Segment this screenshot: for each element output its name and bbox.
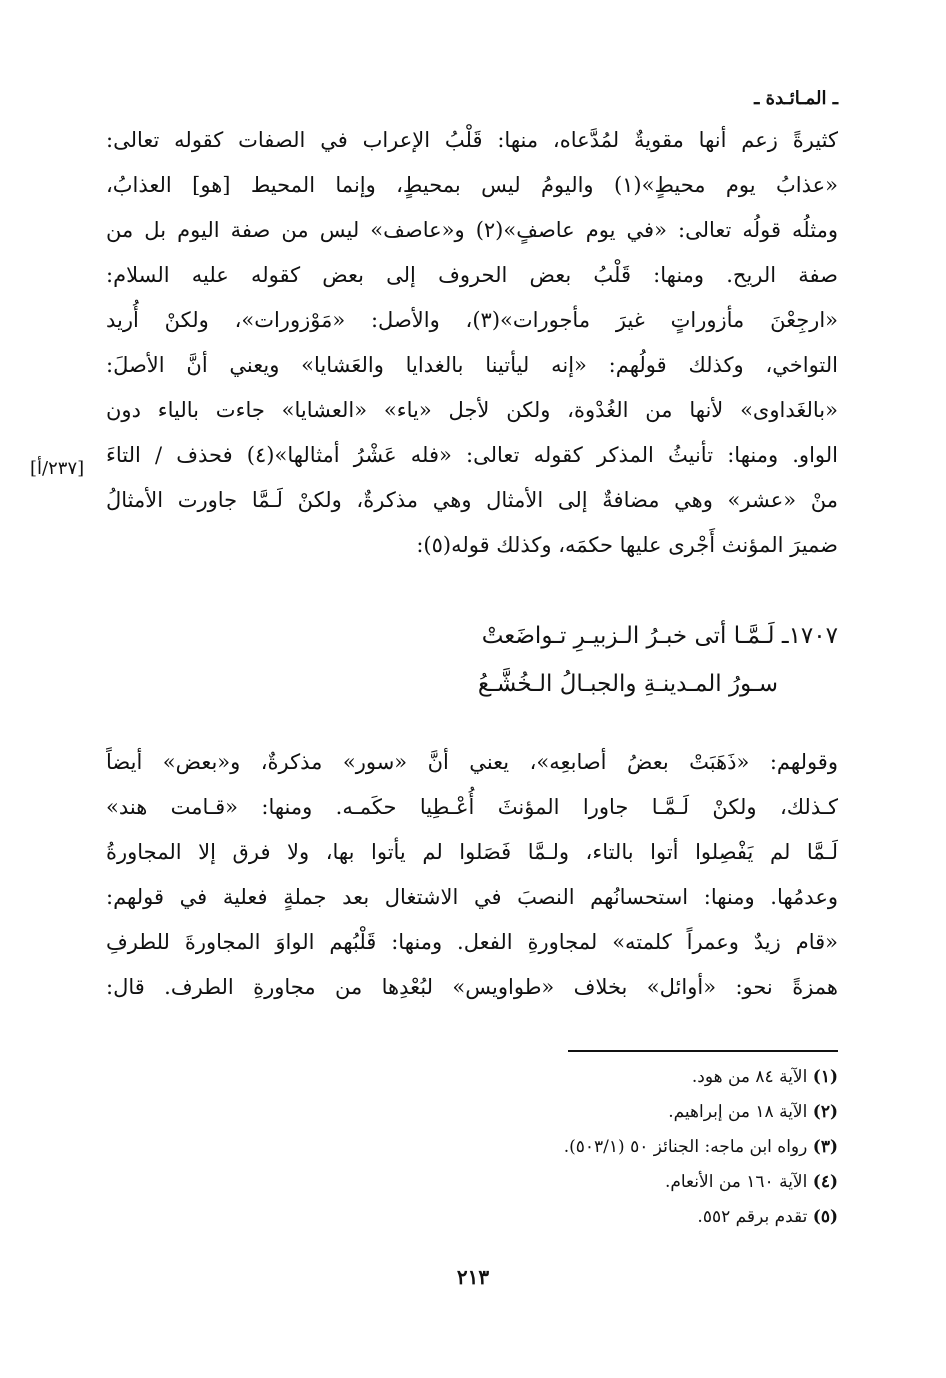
footnote bbox=[106, 1165, 838, 1200]
text-line: وقولهم: «ذَهَبَتْ بعضُ أصابعِه»، يعني أنَّ «سور» مذكرةٌ، و«بعض» أيضاً bbox=[106, 750, 838, 774]
footnote-number: (٣) bbox=[812, 1137, 838, 1157]
text-line: «قام زيدٌ وعمراً كلمته» لمجاورةِ الفعل. ومنها: قَلْبُهم الواوَ المجاورةَ للطرفِ bbox=[106, 930, 838, 954]
verse-second-hemistich: سـورُ المـدينـةِ والجبـالُ الـخُشَّـعُ bbox=[477, 671, 778, 697]
footnote bbox=[106, 1200, 838, 1235]
text-line: وعدمُها. ومنها: استحسانُهم النصبَ في الاشتغال بعد جملةٍ فعلية في قولهم: bbox=[106, 885, 838, 909]
footnote-number: (٢) bbox=[812, 1102, 838, 1122]
footnote-separator bbox=[568, 1050, 838, 1052]
text-line: «ارجِعْنَ مأزوراتٍ غيرَ مأجورات»(٣)، والأصل: «مَوْزورات»، ولكنْ أُريد bbox=[106, 308, 838, 332]
paragraph-2 bbox=[106, 740, 838, 1010]
poetry-verse bbox=[106, 612, 838, 708]
verse-number: ١٧٠٧ bbox=[788, 623, 838, 649]
text-line: كثيرةً زعم أنها مقويةٌ لمُدَّعاه، منها: قَلْبُ الإعراب في الصفات كقوله تعالى: bbox=[106, 128, 838, 152]
text-line: «بالغَداوى» لأنها من الغُدْوة، ولكن لأجل «ياء» «العشايا» جاءت بالياء دون bbox=[106, 398, 838, 422]
text-line: الواو. ومنها: تأنيثُ المذكر كقوله تعالى: «فله عَشْرُ أمثالها»(٤) فحذف / التاءَ bbox=[106, 443, 838, 467]
footnote-number: (٥) bbox=[812, 1207, 838, 1227]
text-line: «عذابُ يوم محيطٍ»(١) واليومُ ليس بمحيطٍ، وإنما المحيط [هو] العذابُ، bbox=[106, 173, 838, 197]
manuscript-folio-reference: [٢٣٧/أ] bbox=[30, 458, 85, 479]
footnote-number: (١) bbox=[812, 1067, 838, 1087]
footnote-text: الآية ٨٤ من هود. bbox=[691, 1067, 808, 1087]
footnote-number: (٤) bbox=[812, 1172, 838, 1192]
text-line: لَـمَّا لم يَفْصِلوا أتوا بالتاء، ولـمَّا فَصَلوا لم يأتوا بها، ولا فرق إلا المجاورةُ bbox=[106, 840, 838, 864]
text-line: كـذلك، ولكنْ لَـمَّـا جاورا المؤنثَ أُعْـطِيا حكَمـه. ومنها: «قـامت هند» bbox=[106, 795, 838, 819]
text-line: منْ «عشر» وهي مضافةٌ إلى الأمثال وهي مذكرةٌ، ولكنْ لَـمَّا جاورت الأمثالُ bbox=[106, 488, 838, 512]
footnote-text: الآية ١٨ من إبراهيم. bbox=[668, 1102, 808, 1122]
text-line: التواخي، وكذلك قولُهم: «إنه ليأتينا بالغدايا والعَشايا» ويعني أنَّ الأصلَ: bbox=[106, 353, 838, 377]
verse-first-hemistich bbox=[106, 612, 838, 660]
text-line: همزةً نحو: «أوائل» بخلاف «طواويس» لبُعْدِها من مجاورةِ الطرف. قال: bbox=[106, 975, 838, 999]
running-head: ـ المـائـدة ـ bbox=[754, 88, 838, 109]
footnote bbox=[106, 1095, 838, 1130]
paragraph-1 bbox=[106, 118, 838, 568]
text-line: ضميرَ المؤنث أَجْرى عليها حكمَه، وكذلك قوله(٥): bbox=[416, 533, 838, 557]
footnote bbox=[106, 1060, 838, 1095]
text-line: ومثلُه قولُه تعالى: «في يوم عاصفٍ»(٢) و«عاصف» ليس من صفة اليوم بل من bbox=[106, 218, 838, 242]
text-line: صفة الريح. ومنها: قَلْبُ بعض الحروف إلى بعض كقوله عليه السلام: bbox=[106, 263, 838, 287]
footnotes bbox=[106, 1060, 838, 1235]
footnote bbox=[106, 1130, 838, 1165]
page-number: ٢١٣ bbox=[456, 1265, 490, 1289]
footnote-text: الآية ١٦٠ من الأنعام. bbox=[664, 1172, 808, 1192]
footnote-text: تقدم برقم ٥٥٢. bbox=[697, 1207, 808, 1227]
verse-line-1-text: ـ لَـمَّـا أتى خبـرُ الـزبيـرِ تـواضَعتْ bbox=[481, 623, 789, 649]
footnote-text: رواه ابن ماجه: الجنائز ٥٠ (٥٠٣/١). bbox=[563, 1137, 808, 1157]
